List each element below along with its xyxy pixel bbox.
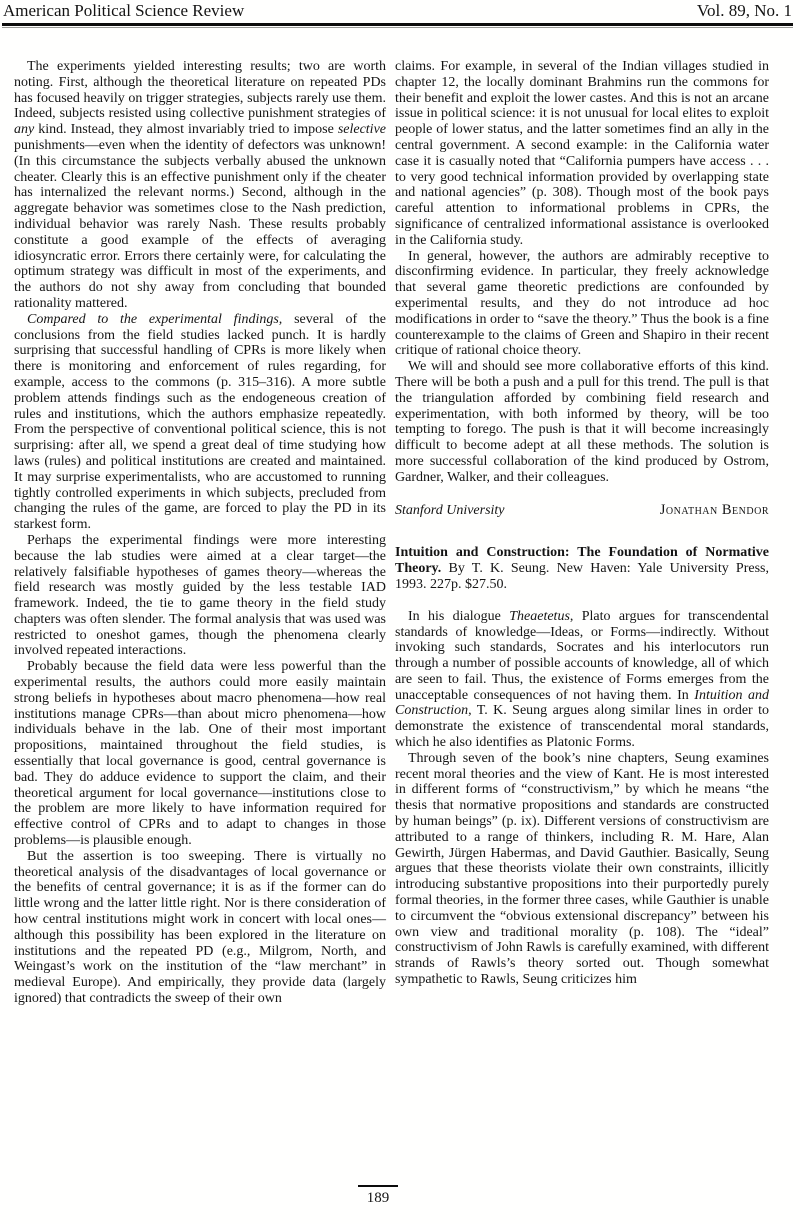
paragraph: In general, however, the authors are admirably receptive to disconfirming evidence. In particular, they freely acknowledge that several game theoretic predictions are confounded by experimental results, and they do not introduce ad hoc modifications in order to “save the theory.” Thus the book is a fine counterexample to the claims of Green and Shapiro in their recent critique of rational choice theory.: [395, 248, 769, 359]
page-number: 189: [366, 1190, 390, 1206]
emphasis-text: Intuition and Construction: [395, 687, 769, 719]
paragraph-text: kind. Instead, they almost invariably tried to impose: [34, 122, 338, 138]
left-column: [14, 59, 386, 1007]
emphasis-text: any: [14, 122, 35, 138]
paragraph-text: The experiments yielded interesting results; two are worth noting. First, although the theoretical literature on repeated PDs has focused heavily on trigger strategies, subjects rarely use them. Indeed, subjects resisted using collective punishment strategies of: [14, 59, 386, 122]
paragraph-text: several of the conclusions from the field studies lacked punch. It is hardly surprising that successful handling of CPRs is more likely when there is monitoring and enforcement of rules regarding, for example, access to the commons (p. 315–316). A more subtle problem attends findings such as the endogeneous creation of rules and institutions, which the authors emphasize repeatedly. From the perspective of conventional political science, this is not surprising: after all, we spend a great deal of time studying how laws (rules) and political institutions are created and maintained. It may surprise experimentalists, who are accustomed to running tightly controlled experiments in which subjects, precluded from changing the rules of the game, are forced to play the PD in its starkest form.: [14, 311, 386, 533]
paragraph: We will and should see more collaborative efforts of this kind. There will be both a push and a pull for this trend. The pull is that the triangulation afforded by combining field research and experimentation, with both informed by theory, will be too tempting to forego. The push is that it will become increasingly difficult to become adept at all these methods. The solution is more successful collaboration of the kind produced by Ostrom, Gardner, Walker, and their colleagues.: [395, 359, 769, 485]
paragraph-text: , T. K. Seung argues along similar lines in order to demonstrate the existence of transcendental moral standards, which he also identifies as Platonic Forms.: [395, 703, 769, 751]
paragraph-text: punishments—even when the identity of defectors was unknown! (In this circumstance the subjects verbally abused the unknown cheater. Clearly this is an effective punishment only if the cheater has internalized the relevant norms.) Second, although in the aggregate behavior was sometimes close to the Nash prediction, individual behavior was rarely Nash. These results probably constitute a good example of the effects of averaging idiosyncratic error. Errors there certainly were, for calculating the optimum strategy was difficult in most of the experiments, and the authors do not shy away from concluding that bounded rationality mattered.: [14, 137, 386, 311]
reviewer-name: Jonathan Bendor: [659, 501, 769, 518]
paragraph: Through seven of the book’s nine chapters, Seung examines recent moral theories and the view of Kant. He is most interested in different forms of “constructivism,” by which he means “the thesis that normative propositions and standards are constructed by human beings” (p. ix). Different versions of constructivism are attributed to a range of thinkers, including R. M. Hare, Alan Gewirth, Jürgen Habermas, and David Gauthier. Basically, Seung argues that these theorists violate their own constraints, illicitly introducing substantive propositions into their purportedly purely formal theories, in the former three cases, while Gauthier is unable to circumvent the “obvious extensional discrepancy” between his own view and traditional morality (p. 108). The “ideal” constructivism of John Rawls is carefully examined, with different strands of Rawls’s theory sorted out. Though somewhat sympathetic to Rawls, Seung criticizes him: [395, 750, 769, 988]
header-divider: [2, 23, 793, 26]
book-citation: By T. K. Seung. New Haven: Yale University Press, 1993. 227p. $27.50.: [395, 561, 769, 592]
paragraph-text: , Plato argues for transcendental standards of knowledge—Ideas, or Forms—indirectly. Without invoking such standards, Socrates and his interlocutors run through a number of possible accounts of knowledge, all of which are seen to fail. Thus, the existence of Forms emerges from the unacceptable consequences of not having them. In: [395, 608, 769, 703]
paragraph: [14, 59, 386, 312]
footer-divider: [358, 1185, 398, 1187]
emphasis-text: Theaetetus: [509, 608, 570, 624]
emphasis-text: Compared to the experimental findings,: [27, 311, 283, 327]
paragraph: But the assertion is too sweeping. There is virtually no theoretical analysis of the disadvantages of local governance or the benefits of central governance; it is as if the former can do little wrong and the latter little right. Nor is there consideration of how central institutions might work in concert with local ones—although this possibility has been explored in the literature on institutions and the repeated PD (e.g., Milgrom, North, and Weingast’s work on the institution of the “law merchant” in medieval Europe). And empirically, they provide data (largely ignored) that contradicts the sweep of their own: [14, 848, 386, 1007]
book-title: Intuition and Construction: The Foundation of Normative Theory.: [395, 545, 769, 577]
review-attribution: [395, 503, 769, 519]
paragraph: [14, 312, 386, 533]
paragraph: Probably because the field data were less powerful than the experimental results, the authors could more easily maintain strong beliefs in hypotheses about macro phenomena—how real institutions manage CPRs—than about micro phenomena—how individuals behave in the lab. One of their most important propositions, maintained throughout the field studies, is essentially that local governance is good, central governance is bad. They do adduce evidence to support the claim, and their theoretical argument for local governance—institutions close to the problem are more likely to have information required for effective control of CPRs and to adapt to changes in those problems—is plausible enough.: [14, 659, 386, 849]
issue-label: Vol. 89, No. 1: [696, 1, 792, 20]
right-column: [395, 59, 769, 988]
book-review-heading: [395, 545, 769, 592]
emphasis-text: selective: [337, 122, 386, 138]
paragraph: claims. For example, in several of the Indian villages studied in chapter 12, the locally dominant Brahmins run the commons for their benefit and exploit the lower castes. And this is not an arcane issue in political science: it is not unusual for local elites to exploit people of lower status, and the latter sometimes find an ally in the central government. A second example: in the California water case it is casually noted that “California pumpers have access . . . to very good technical information provided by overlapping state and national agencies” (p. 308). Though most of the book pays careful attention to informational problems in CPRs, the significance of centralized informational assistance is overlooked in the California study.: [395, 59, 769, 248]
paragraph: [395, 609, 769, 751]
journal-title: American Political Science Review: [3, 1, 245, 20]
paragraph: Perhaps the experimental findings were more interesting because the lab studies were aimed at a clear target—the relatively falsifiable hypotheses of games theory—whereas the field research was mostly guided by the less testable IAD framework. Indeed, the tie to game theory in the field study chapters was often slender. The formal analysis that was used was restricted to oneshot games, though the phenomena clearly involved repeated interactions.: [14, 532, 386, 659]
reviewer-affiliation: Stanford University: [395, 502, 505, 518]
paragraph-text: In his dialogue: [408, 608, 510, 624]
page-header: [3, 1, 792, 21]
